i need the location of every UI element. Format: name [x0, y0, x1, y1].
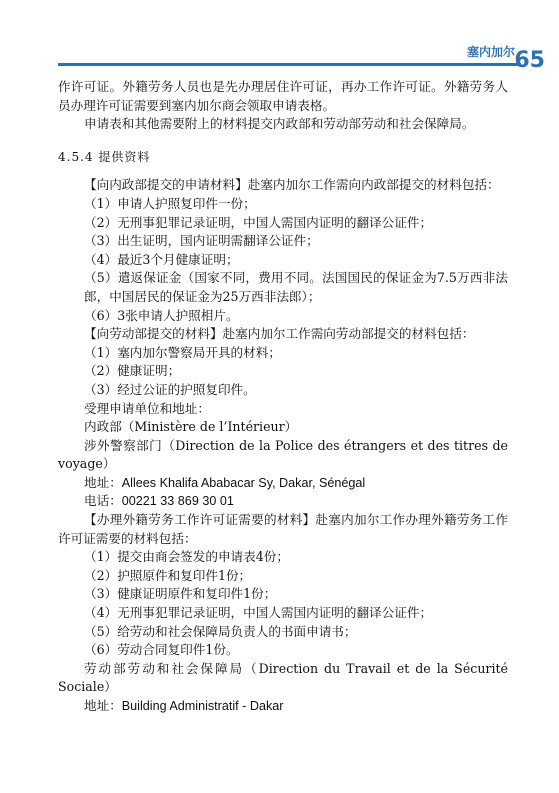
office-label: 受理申请单位和地址： — [84, 400, 210, 416]
list-item: （6）3张申请人护照相片。 — [84, 307, 239, 323]
header-section-label: 塞内加尔 — [466, 45, 515, 59]
list-item: （4）无刑事犯罪记录证明，中国人需国内证明的翻译公证件； — [84, 605, 433, 621]
office-phone: 电话：00221 33 869 30 01 — [84, 494, 234, 509]
list-item: （2）护照原件和复印件1份； — [84, 567, 252, 583]
page-number: 65 — [514, 48, 545, 73]
labor-authority: 劳动部劳动和社会保障局（Direction du Travail et de la Sécurité Sociale） — [58, 660, 508, 695]
section-heading: 4.5.4 提供资料 — [58, 149, 151, 164]
document-body — [58, 78, 508, 716]
office-ministry: 内政部（Ministère de l’Intérieur） — [84, 419, 298, 435]
list-item: （3）出生证明，国内证明需翻译公证件； — [84, 233, 319, 249]
list-item: （5）给劳动和社会保障局负责人的书面申请书； — [84, 623, 357, 639]
header-rule — [58, 63, 521, 66]
list-item: （6）劳动合同复印件1份。 — [84, 642, 239, 658]
list-item: （2）无刑事犯罪记录证明，中国人需国内证明的翻译公证件； — [84, 214, 433, 230]
list-item: （1）申请人护照复印件一份； — [84, 195, 256, 211]
labor-materials-intro: 【向劳动部提交的材料】赴塞内加尔工作需向劳动部提交的材料包括： — [84, 326, 475, 342]
list-item: （3）健康证明原件和复印件1份； — [84, 586, 277, 602]
paragraph: 申请表和其他需要附上的材料提交内政部和劳动部劳动和社会保障局。 — [84, 116, 475, 132]
list-item: （5）遣返保证金（国家不同，费用不同。法国国民的保证金为7.5万西非法郎，中国居民的保证金为25万西非法郎）； — [84, 270, 508, 304]
list-item: （1）塞内加尔警察局开具的材料； — [84, 344, 281, 360]
list-item: （2）健康证明； — [84, 363, 181, 379]
labor-authority-address: 地址：Building Administratif - Dakar — [84, 699, 284, 713]
office-address: 地址：Allees Khalifa Ababacar Sy, Dakar, Sénégal — [84, 475, 366, 490]
list-item: （4）最近3个月健康证明； — [84, 251, 239, 267]
paragraph: 作许可证。外籍劳务人员也是先办理居住许可证，再办工作许可证。外籍劳务人员办理许可证需要到塞内加尔商会领取申请表格。 — [58, 79, 508, 113]
page-header — [58, 40, 559, 70]
work-permit-intro: 【办理外籍劳务工作许可证需要的材料】赴塞内加尔工作办理外籍劳务工作许可证需要的材料包括： — [58, 512, 508, 546]
office-department: 涉外警察部门（Direction de la Police des étrangers et des titres de voyage） — [58, 437, 508, 472]
interior-materials-intro: 【向内政部提交的申请材料】赴塞内加尔工作需向内政部提交的材料包括： — [84, 177, 500, 193]
list-item: （3）经过公证的护照复印件。 — [84, 381, 256, 397]
list-item: （1）提交由商会签发的申请表4份； — [84, 549, 289, 565]
